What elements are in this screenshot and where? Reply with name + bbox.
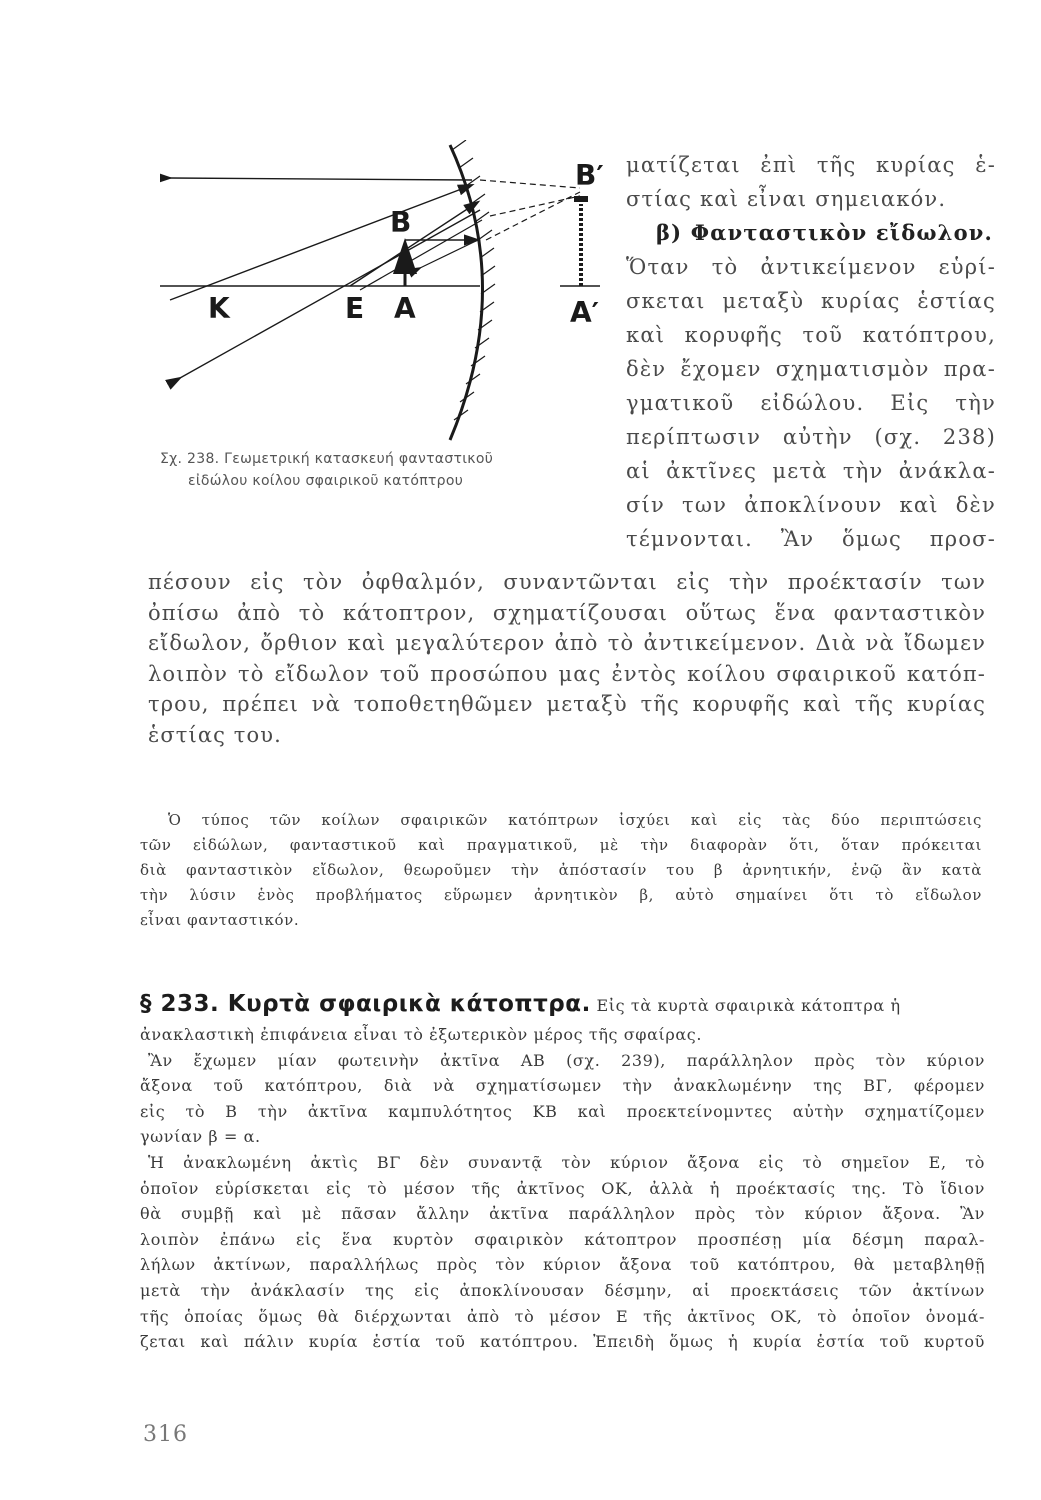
text-line: αἱ ἀκτῖνες μετὰ τὴν ἀνάκλα- xyxy=(626,459,996,483)
text-line: ὁποῖον εὑρίσκεται εἰς τὸ μέσον τῆς ἀκτῖνος ΟΚ, ἀλλὰ ἡ προέκτασίς της. Τὸ ἴδιον xyxy=(140,1178,985,1198)
mirror-diagram xyxy=(160,140,620,470)
text-line: σκεται μεταξὺ κυρίας ἑστίας xyxy=(626,289,996,313)
text-line: ματίζεται ἐπὶ τῆς κυρίας ἑ- xyxy=(626,153,996,177)
section-233 xyxy=(140,988,985,1355)
ray-from-E xyxy=(350,202,478,286)
page-number: 316 xyxy=(143,1422,188,1447)
text-line: στίας καὶ εἶναι σημειακόν. xyxy=(626,187,947,211)
label-K: Κ xyxy=(208,292,230,325)
text-line: εἴδωλον, ὄρθιον καὶ μεγαλύτερον ἀπὸ τὸ ἀντικείμενον. Διὰ νὰ ἴδωμεν xyxy=(148,631,986,655)
section-heading-line xyxy=(140,988,985,1022)
concave-mirror xyxy=(450,145,483,440)
text-line: ἄξονα τοῦ κατόπτρου, διὰ νὰ σχηματίσωμεν τὴν ἀνακλωμένην της ΒΓ, φέρομεν xyxy=(140,1076,985,1096)
text-line: περίπτωσιν αὐτὴν (σχ. 238) xyxy=(626,425,996,449)
caption-line-2: εἰδώλου κοίλου σφαιρικοῦ κατόπτρου xyxy=(188,473,464,489)
text-line: λοιπὸν τὸ εἴδωλον τοῦ προσώπου μας ἐντὸς κοίλου σφαιρικοῦ κατόπ- xyxy=(148,661,986,686)
label-A-prime: Α′ xyxy=(570,296,600,329)
right-column-text xyxy=(626,148,996,556)
text-line: γματικοῦ εἰδώλου. Εἰς τὴν xyxy=(626,391,996,415)
ray-top xyxy=(170,178,472,180)
text-line: σίν των ἀποκλίνουν καὶ δὲν xyxy=(626,493,996,517)
label-E: Ε xyxy=(345,292,365,325)
text-line: τὴν λύσιν ἑνὸς προβλήματος εὕρωμεν ἀρνητικὸν β, αὐτὸ σημαίνει ὅτι τὸ εἴδωλον xyxy=(140,886,982,904)
text-line: γωνίαν β = α. xyxy=(140,1127,261,1147)
text-line: Ὁ τύπος τῶν κοίλων σφαιρικῶν κατόπτρων ἰσχύει καὶ εἰς τὰς δύο περιπτώσεις xyxy=(168,811,982,829)
text-line: Ὅταν τὸ ἀντικείμενον εὑρί- xyxy=(626,255,996,279)
text-line: τέμνονται. Ἂν ὅμως προσ- xyxy=(626,527,996,551)
text-line: τῶν εἰδώλων, φανταστικοῦ καὶ πραγματικοῦ, μὲ τὴν διαφορὰν ὅτι, ὅταν πρόκειται xyxy=(140,836,982,854)
note-paragraph xyxy=(140,808,982,933)
text-line: ἀνακλαστικὴ ἐπιφάνεια εἶναι τὸ ἐξωτερικὸν μέρος τῆς σφαίρας. xyxy=(140,1025,703,1044)
text-line: πέσουν εἰς τὸν ὀφθαλμόν, συναντῶνται εἰς τὴν προέκτασίν των xyxy=(148,570,986,594)
label-B: Β xyxy=(390,206,412,239)
ray-from-focus xyxy=(170,185,472,300)
section-intro: Εἰς τὰ κυρτὰ σφαιρικὰ κάτοπτρα ἡ xyxy=(590,996,901,1015)
text-line: ζεται καὶ πάλιν κυρία ἑστία τοῦ κατόπτρου. Ἐπειδὴ ὅμως ἡ κυρία ἑστία τοῦ κυρτοῦ xyxy=(140,1332,985,1352)
text-line: εἰς τὸ Β τὴν ἀκτῖνα καμπυλότητος ΚΒ καὶ προεκτείνομντες αὐτὴν σχηματίζομεν xyxy=(140,1101,985,1121)
section-title: § 233. Κυρτὰ σφαιρικὰ κάτοπτρα. xyxy=(140,991,591,1017)
label-A: Α xyxy=(394,292,416,325)
text-line: λοιπὸν ἐπάνω εἰς ἕνα κυρτὸν σφαιρικὸν κάτοπτρον προσπέσῃ μία δέσμη παραλ- xyxy=(140,1229,985,1249)
text-line: θὰ συμβῇ καὶ μὲ πᾶσαν ἄλλην ἀκτῖνα παράλληλον πρὸς τὸν κύριον ἄξονα. Ἂν xyxy=(140,1204,985,1224)
body-paragraph xyxy=(148,567,986,750)
text-line: Ἂν ἔχωμεν μίαν φωτεινὴν ἀκτῖνα ΑΒ (σχ. 239), παράλληλον πρὸς τὸν κύριον xyxy=(148,1050,985,1070)
subheading-virtual-image: β) Φανταστικὸν εἴδωλον. xyxy=(656,220,994,245)
dashed-projection-2 xyxy=(486,192,580,240)
label-B-prime: Β′ xyxy=(575,159,604,192)
ray-back-through-K xyxy=(360,220,482,290)
text-line: τῆς ὁποίας ὅμως θὰ διέρχωνται ἀπὸ τὸ μέσον Ε τῆς ἀκτῖνος ΟΚ, τὸ ὁποῖον ὀνομά- xyxy=(140,1306,985,1326)
text-line: ἑστίας του. xyxy=(148,722,282,747)
ray-reflected xyxy=(420,240,478,268)
text-line: εἶναι φανταστικόν. xyxy=(140,911,300,929)
dashed-projection-1 xyxy=(480,180,580,188)
text-line: μετὰ τὴν ἀνάκλασίν της εἰς ἀποκλίνουσαν δέσμην, αἱ προεκτάσεις τῶν ἀκτίνων xyxy=(140,1280,985,1300)
text-line: λήλων ἀκτίνων, παραλλήλως πρὸς τὸν κύριον ἄξονα τοῦ κατόπτρου, θὰ μεταβληθῇ xyxy=(140,1255,985,1275)
text-line: καὶ κορυφῆς τοῦ κατόπτρου, xyxy=(626,323,996,347)
figure-caption xyxy=(160,448,610,492)
text-line: Ἡ ἀνακλωμένη ἀκτὶς ΒΓ δὲν συναντᾷ τὸν κύριον ἄξονα εἰς τὸ σημεῖον Ε, τὸ xyxy=(148,1152,985,1172)
text-line: διὰ φανταστικὸν εἴδωλον, θεωροῦμεν τὴν ἀπόστασίν του β ἀρνητικήν, ἐνῷ ἂν κατὰ xyxy=(140,861,982,879)
caption-line-1: Σχ. 238. Γεωμετρική κατασκευή φανταστικοῦ xyxy=(160,451,494,467)
mirror-hatching xyxy=(452,140,495,420)
figure-238 xyxy=(160,140,620,470)
text-line: δὲν ἔχομεν σχηματισμὸν πρα- xyxy=(626,357,996,381)
text-line: τρου, πρέπει νὰ τοποθετηθῶμεν μεταξὺ τῆς κορυφῆς καὶ τῆς κυρίας xyxy=(148,692,986,716)
text-line: ὀπίσω ἀπὸ τὸ κάτοπτρον, σχηματίζουσαι οὕτως ἕνα φανταστικὸν xyxy=(148,600,986,625)
